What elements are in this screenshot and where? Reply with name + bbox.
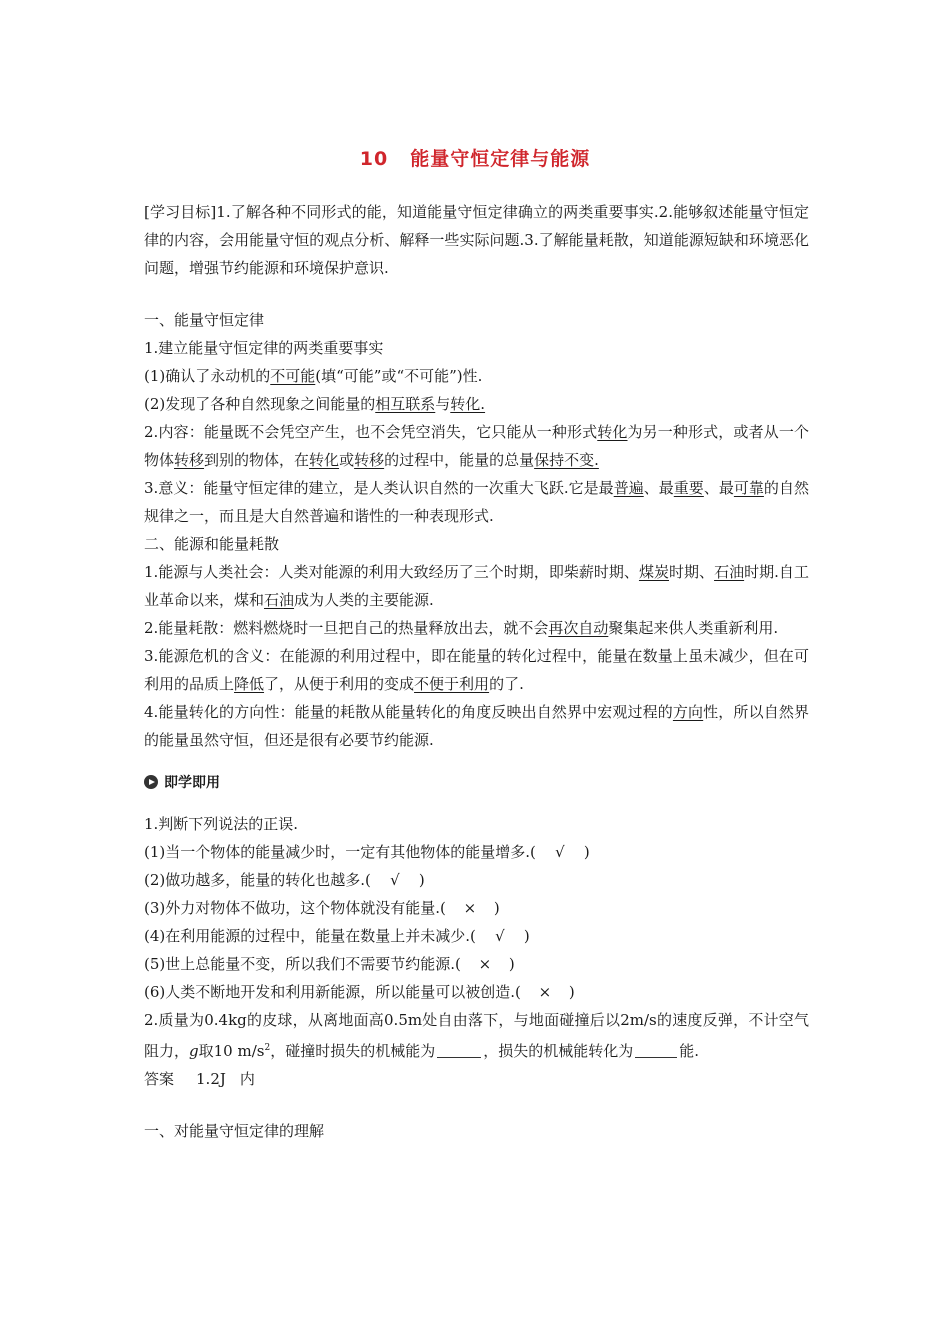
fill-answer: 不便于利用 [414, 675, 490, 693]
subsection-heading: 1.建立能量守恒定律的两类重要事实 [144, 339, 384, 357]
section-heading: 一、能量守恒定律 [144, 311, 265, 329]
judgement-list [144, 838, 809, 1006]
fill-answer: 可靠 [733, 479, 764, 497]
judgement-mark: √ [555, 843, 565, 861]
judgement-item: (4)在利用能源的过程中，能量在数量上并未减少.( √ ) [144, 922, 809, 950]
fill-answer: 转化 [597, 423, 628, 441]
paragraph-energy-crisis: 3.能源危机的含义：在能源的利用过程中，即在能量的转化过程中，能量在数量上虽未减少，但在可利用的品质上降低了，从便于利用的变成不便于利用的了. [144, 647, 809, 693]
objectives-text: 1.了解各种不同形式的能，知道能量守恒定律确立的两类重要事实.2.能够叙述能量守恒定律的内容，会用能量守恒的观点分析、解释一些实际问题.3.了解能量耗散，知道能源短缺和环境恶化问题，增强节约能源和环境保护意识. [144, 203, 809, 277]
title-text: 能量守恒定律与能源 [410, 148, 591, 170]
judgement-mark: √ [390, 871, 400, 889]
question-2: 2.质量为0.4kg的皮球，从离地面高0.5m处自由落下，与地面碰撞后以2m/s的速度反弹，不计空气阻力，g取10 $m/s^2$，碰撞时损失的机械能为 ，损失的机械能转化为 能. [144, 1011, 809, 1060]
fill-answer: 石油 [714, 563, 745, 581]
fill-answer: 转移 [354, 451, 385, 469]
fill-answer: 相互联系 [375, 395, 436, 413]
paragraph-significance: 3.意义：能量守恒定律的建立，是人类认识自然的一次重大飞跃.它是最普遍、最重要、最可靠的自然规律之一，而且是大自然普遍和谐性的一种表现形式. [144, 479, 809, 525]
judgement-item: (2)做功越多，能量的转化也越多.( √ ) [144, 866, 809, 894]
fill-answer: 保持不变. [534, 451, 599, 469]
judgement-mark: × [463, 899, 477, 917]
section-heading: 一、对能量守恒定律的理解 [144, 1122, 325, 1140]
fill-answer: 普遍 [613, 479, 644, 497]
play-circle-icon [144, 775, 158, 789]
judgement-item: (1)当一个物体的能量减少时，一定有其他物体的能量增多.( √ ) [144, 838, 809, 866]
fact-item: (2)发现了各种自然现象之间能量的相互联系与转化. [144, 395, 486, 413]
answer-line: 答案 1.2J 内 [144, 1070, 255, 1088]
document-body [144, 198, 809, 1145]
judgement-item: (5)世上总能量不变，所以我们不需要节约能源.( × ) [144, 950, 809, 978]
judgement-mark: × [538, 983, 552, 1001]
fill-answer: 转化. [450, 395, 486, 413]
judgement-mark: √ [495, 927, 505, 945]
paragraph-directionality: 4.能量转化的方向性：能量的耗散从能量转化的角度反映出自然界中宏观过程的方向性，所以自然界的能量虽然守恒，但还是很有必要节约能源. [144, 703, 809, 749]
page-title [0, 144, 950, 171]
paragraph-dissipation: 2.能量耗散：燃料燃烧时一旦把自己的热量释放出去，就不会再次自动聚集起来供人类重新利用. [144, 619, 779, 637]
fill-answer: 煤炭 [638, 563, 669, 581]
fact-item: (1)确认了永动机的不可能(填“可能”或“不可能”)性. [144, 367, 483, 385]
practice-heading: 即学即用 [144, 768, 809, 796]
question-heading: 1.判断下列说法的正误. [144, 815, 299, 833]
fill-answer: 方向 [672, 703, 704, 721]
fill-answer: 再次自动 [548, 619, 609, 637]
fill-answer: 不可能 [270, 367, 316, 385]
fill-answer: 重要 [673, 479, 704, 497]
paragraph-content: 2.内容：能量既不会凭空产生，也不会凭空消失，它只能从一种形式转化为另一种形式，或者从一个物体转移到别的物体，在转化或转移的过程中，能量的总量保持不变. [144, 423, 809, 469]
judgement-mark: × [478, 955, 492, 973]
answer-blank [635, 1043, 677, 1058]
paragraph-energy-society: 1.能源与人类社会：人类对能源的利用大致经历了三个时期，即柴薪时期、煤炭时期、石油时期.自工业革命以来，煤和石油成为人类的主要能源. [144, 563, 809, 609]
fill-answer: 转化 [309, 451, 340, 469]
learning-objectives [144, 198, 809, 282]
judgement-item: (3)外力对物体不做功，这个物体就没有能量.( × ) [144, 894, 809, 922]
objectives-label: [学习目标] [144, 203, 217, 221]
section-heading: 二、能源和能量耗散 [144, 535, 280, 553]
title-number: 10 [359, 148, 389, 170]
answer-blank [437, 1043, 481, 1058]
judgement-item: (6)人类不断地开发和利用新能源，所以能量可以被创造.( × ) [144, 978, 809, 1006]
fill-answer: 石油 [264, 591, 295, 609]
fill-answer: 转移 [174, 451, 205, 469]
fill-answer: 降低 [234, 675, 265, 693]
